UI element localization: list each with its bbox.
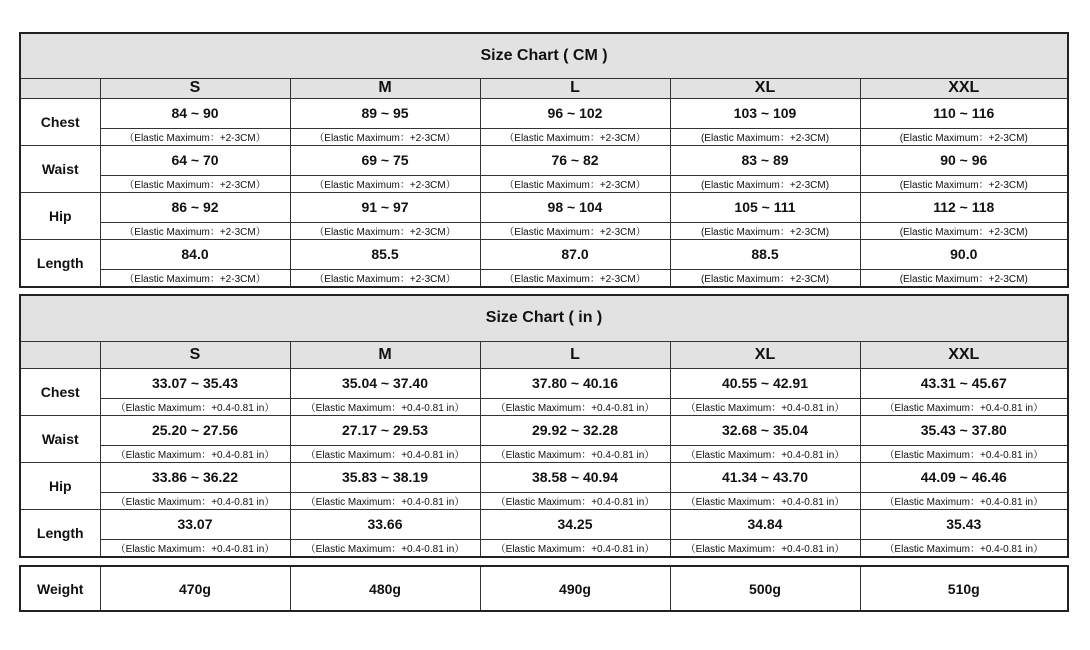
elastic-note: （Elastic Maximum：+0.4-0.81 in） (481, 539, 670, 556)
size-header-s: S (100, 78, 290, 98)
elastic-note: （Elastic Maximum：+0.4-0.81 in） (861, 539, 1068, 556)
elastic-note: （Elastic Maximum：+2-3CM） (481, 128, 670, 145)
measure-value: 34.25 (557, 516, 593, 532)
measure-value: 37.80 ~ 40.16 (531, 375, 619, 391)
weight-value-l: 490g (480, 566, 670, 611)
weight-value-s: 470g (100, 566, 290, 611)
table-row (20, 462, 1068, 509)
elastic-note: （Elastic Maximum：+0.4-0.81 in） (291, 492, 480, 509)
elastic-note: (Elastic Maximum：+2-3CM) (671, 128, 860, 145)
measure-value: 40.55 ~ 42.91 (721, 375, 809, 391)
measure-cell (100, 192, 290, 239)
elastic-note: （Elastic Maximum：+2-3CM） (481, 222, 670, 239)
measure-cell (480, 509, 670, 557)
measure-value: 27.17 ~ 29.53 (341, 422, 429, 438)
measure-cell (860, 415, 1068, 462)
measure-cell (860, 462, 1068, 509)
size-header-xxl: XXL (860, 341, 1068, 368)
measure-cell (290, 145, 480, 192)
measure-value: 33.07 ~ 35.43 (151, 375, 239, 391)
measure-value: 90 ~ 96 (940, 152, 988, 168)
measure-cell (860, 192, 1068, 239)
measure-value: 98 ~ 104 (547, 199, 603, 215)
row-label: Chest (20, 98, 100, 145)
table-row (20, 98, 1068, 145)
measure-cell (100, 462, 290, 509)
measure-value: 41.34 ~ 43.70 (721, 469, 809, 485)
measure-cell (670, 415, 860, 462)
elastic-note: (Elastic Maximum：+2-3CM) (671, 222, 860, 239)
elastic-note: (Elastic Maximum：+2-3CM) (861, 222, 1068, 239)
elastic-note: (Elastic Maximum：+2-3CM) (861, 175, 1068, 192)
size-header-m: M (290, 341, 480, 368)
elastic-note: （Elastic Maximum：+0.4-0.81 in） (101, 492, 290, 509)
measure-value: 69 ~ 75 (361, 152, 409, 168)
row-label: Hip (20, 462, 100, 509)
measure-cell (670, 98, 860, 145)
size-header-xxl: XXL (860, 78, 1068, 98)
measure-value: 88.5 (751, 246, 779, 262)
measure-cell (100, 368, 290, 415)
weight-value-xl: 500g (670, 566, 860, 611)
size-header-s: S (100, 341, 290, 368)
measure-cell (290, 462, 480, 509)
measure-value: 112 ~ 118 (933, 199, 995, 215)
elastic-note: （Elastic Maximum：+0.4-0.81 in） (671, 445, 860, 462)
table-row (20, 368, 1068, 415)
measure-cell (100, 509, 290, 557)
measure-value: 25.20 ~ 27.56 (151, 422, 239, 438)
measure-value: 86 ~ 92 (171, 199, 219, 215)
table-row (20, 239, 1068, 287)
elastic-note: （Elastic Maximum：+0.4-0.81 in） (671, 398, 860, 415)
measure-value: 91 ~ 97 (361, 199, 409, 215)
measure-cell (480, 192, 670, 239)
measure-cell (670, 145, 860, 192)
measure-value: 103 ~ 109 (733, 105, 797, 121)
measure-value: 35.43 (946, 516, 982, 532)
elastic-note: （Elastic Maximum：+0.4-0.81 in） (861, 398, 1068, 415)
measure-cell (100, 98, 290, 145)
size-header-m: M (290, 78, 480, 98)
measure-cell (860, 239, 1068, 287)
measure-cell (100, 239, 290, 287)
measure-cell (860, 509, 1068, 557)
measure-cell (100, 145, 290, 192)
elastic-note: （Elastic Maximum：+0.4-0.81 in） (671, 492, 860, 509)
elastic-note: （Elastic Maximum：+2-3CM） (291, 128, 480, 145)
row-label: Length (20, 509, 100, 557)
elastic-note: (Elastic Maximum：+2-3CM) (671, 175, 860, 192)
measure-cell (480, 98, 670, 145)
elastic-note: (Elastic Maximum：+2-3CM) (861, 269, 1068, 286)
elastic-note: （Elastic Maximum：+2-3CM） (481, 175, 670, 192)
measure-value: 83 ~ 89 (741, 152, 789, 168)
table-row (20, 192, 1068, 239)
elastic-note: （Elastic Maximum：+2-3CM） (481, 269, 670, 286)
measure-value: 105 ~ 111 (734, 199, 796, 215)
measure-cell (100, 415, 290, 462)
elastic-note: (Elastic Maximum：+2-3CM) (861, 128, 1068, 145)
measure-cell (290, 509, 480, 557)
weight-label: Weight (20, 566, 100, 611)
in-chart-title: Size Chart ( in ) (20, 295, 1068, 341)
measure-cell (670, 192, 860, 239)
table-row (20, 145, 1068, 192)
measure-value: 38.58 ~ 40.94 (531, 469, 619, 485)
elastic-note: （Elastic Maximum：+0.4-0.81 in） (101, 445, 290, 462)
measure-value: 35.43 ~ 37.80 (920, 422, 1007, 438)
size-header-xl: XL (670, 341, 860, 368)
measure-cell (480, 145, 670, 192)
elastic-note: （Elastic Maximum：+0.4-0.81 in） (481, 492, 670, 509)
elastic-note: （Elastic Maximum：+0.4-0.81 in） (291, 398, 480, 415)
measure-value: 35.04 ~ 37.40 (341, 375, 429, 391)
measure-cell (290, 415, 480, 462)
elastic-note: （Elastic Maximum：+0.4-0.81 in） (101, 398, 290, 415)
measure-cell (290, 192, 480, 239)
row-label: Waist (20, 415, 100, 462)
elastic-note: （Elastic Maximum：+0.4-0.81 in） (291, 445, 480, 462)
elastic-note: （Elastic Maximum：+2-3CM） (291, 269, 480, 286)
measure-cell (290, 368, 480, 415)
measure-value: 64 ~ 70 (171, 152, 219, 168)
elastic-note: （Elastic Maximum：+0.4-0.81 in） (291, 539, 480, 556)
measure-value: 32.68 ~ 35.04 (721, 422, 809, 438)
elastic-note: （Elastic Maximum：+0.4-0.81 in） (481, 445, 670, 462)
measure-value: 33.66 (367, 516, 403, 532)
corner-cell (20, 78, 100, 98)
elastic-note: (Elastic Maximum：+2-3CM) (671, 269, 860, 286)
size-header-l: L (480, 78, 670, 98)
measure-value: 43.31 ~ 45.67 (920, 375, 1007, 391)
elastic-note: （Elastic Maximum：+0.4-0.81 in） (101, 539, 290, 556)
table-row (20, 509, 1068, 557)
measure-value: 29.92 ~ 32.28 (531, 422, 619, 438)
measure-cell (480, 415, 670, 462)
measure-value: 89 ~ 95 (361, 105, 409, 121)
measure-value: 85.5 (371, 246, 399, 262)
measure-cell (670, 462, 860, 509)
row-label: Waist (20, 145, 100, 192)
measure-value: 84 ~ 90 (171, 105, 219, 121)
measure-value: 76 ~ 82 (551, 152, 599, 168)
elastic-note: （Elastic Maximum：+2-3CM） (291, 175, 480, 192)
corner-cell (20, 341, 100, 368)
size-header-xl: XL (670, 78, 860, 98)
elastic-note: （Elastic Maximum：+0.4-0.81 in） (861, 492, 1068, 509)
measure-value: 44.09 ~ 46.46 (920, 469, 1007, 485)
measure-cell (670, 368, 860, 415)
measure-value: 96 ~ 102 (547, 105, 603, 121)
elastic-note: （Elastic Maximum：+2-3CM） (101, 222, 290, 239)
weight-value-m: 480g (290, 566, 480, 611)
elastic-note: （Elastic Maximum：+2-3CM） (101, 128, 290, 145)
measure-cell (480, 368, 670, 415)
measure-value: 84.0 (181, 246, 209, 262)
measure-cell (480, 462, 670, 509)
size-chart-in (19, 294, 1069, 558)
table-row (20, 415, 1068, 462)
measure-value: 34.84 (747, 516, 783, 532)
measure-cell (860, 98, 1068, 145)
elastic-note: （Elastic Maximum：+0.4-0.81 in） (481, 398, 670, 415)
measure-cell (480, 239, 670, 287)
elastic-note: （Elastic Maximum：+0.4-0.81 in） (861, 445, 1068, 462)
measure-value: 110 ~ 116 (933, 105, 995, 121)
measure-cell (670, 509, 860, 557)
row-label: Chest (20, 368, 100, 415)
measure-value: 33.86 ~ 36.22 (151, 469, 239, 485)
measure-cell (290, 98, 480, 145)
cm-chart-title: Size Chart ( CM ) (20, 33, 1068, 78)
measure-cell (290, 239, 480, 287)
row-label: Length (20, 239, 100, 287)
measure-value: 35.83 ~ 38.19 (341, 469, 429, 485)
elastic-note: （Elastic Maximum：+2-3CM） (291, 222, 480, 239)
measure-value: 33.07 (177, 516, 213, 532)
weight-value-xxl: 510g (860, 566, 1068, 611)
weight-table (19, 565, 1069, 612)
elastic-note: （Elastic Maximum：+2-3CM） (101, 269, 290, 286)
size-header-l: L (480, 341, 670, 368)
measure-cell (860, 145, 1068, 192)
measure-value: 90.0 (950, 246, 978, 262)
measure-value: 87.0 (561, 246, 589, 262)
measure-cell (670, 239, 860, 287)
size-chart-cm (19, 32, 1069, 288)
row-label: Hip (20, 192, 100, 239)
measure-cell (860, 368, 1068, 415)
elastic-note: （Elastic Maximum：+0.4-0.81 in） (671, 539, 860, 556)
elastic-note: （Elastic Maximum：+2-3CM） (101, 175, 290, 192)
